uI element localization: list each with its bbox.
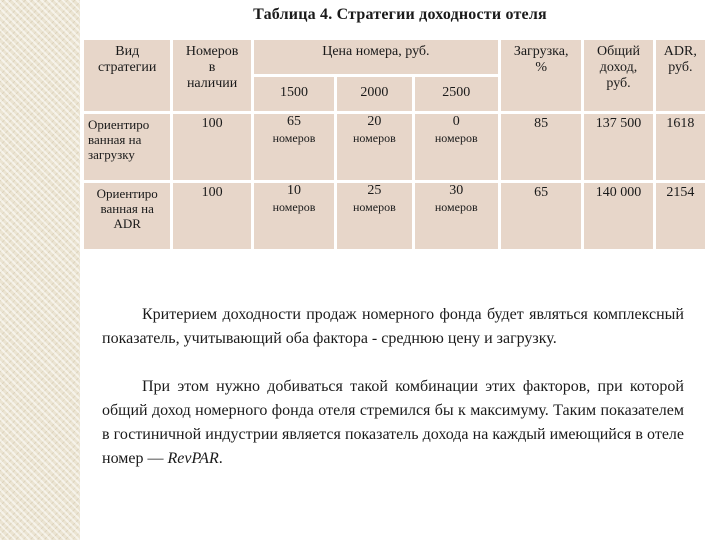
cell-total-income: 140 000 xyxy=(584,183,652,249)
decorative-side-stripe xyxy=(0,0,80,540)
cell-occupancy: 65 xyxy=(501,183,581,249)
cell-rooms: 100 xyxy=(173,183,250,249)
table-row xyxy=(84,183,705,249)
header-occupancy: Загрузка, % xyxy=(501,40,581,111)
header-strategy: Вид стратегии xyxy=(84,40,170,111)
header-price-1500: 1500 xyxy=(254,77,334,111)
strategy-table xyxy=(81,37,708,252)
header-room-price: Цена номера, руб. xyxy=(254,40,498,74)
row-label-adr-strategy: Ориентиро ванная на ADR xyxy=(84,183,170,249)
paragraph-revpar xyxy=(102,375,684,471)
cell-count-1500: 10 номеров xyxy=(254,183,334,249)
table-title: Таблица 4. Стратегии доходности отеля xyxy=(253,6,547,23)
header-rooms-available: Номеров в наличии xyxy=(173,40,250,111)
cell-count-2500: 0 номеров xyxy=(415,114,498,180)
row-label-occupancy-strategy: Ориентиро ванная на загрузку xyxy=(84,114,170,180)
paragraph-revpar-text: При этом нужно добиваться такой комбинации этих факторов, при которой общий доход номерного фонда отеля стремился бы к максимуму. Таким показателем в гостиничной индустрии является показатель дохода на каждый имеющийся в отеле номер — xyxy=(102,378,684,467)
paragraph-criterion: Критерием доходности продаж номерного фонда будет являться комплексный показатель, учитывающий оба фактора - среднюю цену и загрузку. xyxy=(102,306,684,347)
header-adr: ADR, руб. xyxy=(656,40,705,111)
cell-count-1500: 65 номеров xyxy=(254,114,334,180)
cell-count-2500: 30 номеров xyxy=(415,183,498,249)
cell-count-2000: 25 номеров xyxy=(337,183,411,249)
cell-occupancy: 85 xyxy=(501,114,581,180)
paragraph-revpar-end: . xyxy=(218,450,223,467)
header-price-2500: 2500 xyxy=(415,77,498,111)
cell-total-income: 137 500 xyxy=(584,114,652,180)
cell-count-2000: 20 номеров xyxy=(337,114,411,180)
revpar-term: RevPAR xyxy=(167,450,219,467)
cell-adr: 2154 xyxy=(656,183,705,249)
cell-adr: 1618 xyxy=(656,114,705,180)
header-price-2000: 2000 xyxy=(337,77,411,111)
header-total-income: Общий доход, руб. xyxy=(584,40,652,111)
cell-rooms: 100 xyxy=(173,114,250,180)
table-row xyxy=(84,114,705,180)
